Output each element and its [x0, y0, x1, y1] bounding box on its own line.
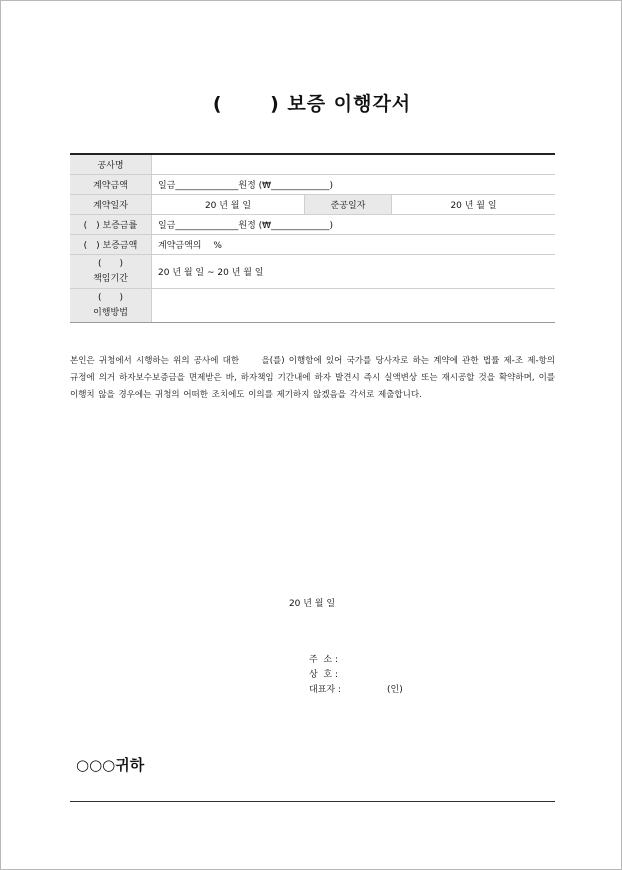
guarantee-rate-value: 일금______________원정 (₩_____________): [152, 215, 556, 235]
table-row: [70, 215, 555, 235]
liability-period-value: 20 년 월 일 ~ 20 년 월 일: [152, 255, 556, 289]
representative-label: 대표자 :: [309, 685, 341, 695]
address-label: 주 소 :: [309, 655, 339, 665]
representative-line: [309, 683, 403, 698]
completion-date-value: 20 년 월 일: [392, 195, 556, 215]
row-label-completion-date: 준공일자: [305, 195, 392, 215]
row-label-contract-amount: 계약금액: [70, 175, 152, 195]
performance-method-paren: ( ): [97, 292, 124, 303]
contract-date-value: 20 년 월 일: [152, 195, 305, 215]
pledge-body-text: 본인은 귀청에서 시행하는 위의 공사에 대한 을(를) 이행함에 있어 국가를 당사자로 하는 계약에 관한 법률 제-조 제-항의 규정에 의거 하자보수보증금을 면제받은 바, 하자책임 기간내에 하자 발견시 즉시 실액변상 또는 재시공할 것을 확약하며, 이를 이행치 않을 경우에는 귀청의 어떠한 조치에도 이의를 제기하지 않겠음을 각서로 제출합니다.: [70, 356, 555, 400]
contract-amount-value: 일금______________원정 (₩_____________): [152, 175, 556, 195]
project-name-value: [152, 154, 556, 175]
row-label-liability-period: [70, 255, 152, 289]
table-row: [70, 235, 555, 255]
footer-divider: [70, 801, 555, 802]
row-label-guarantee-rate: ( ) 보증금률: [70, 215, 152, 235]
signature-block: [309, 653, 403, 698]
table-row: [70, 154, 555, 175]
row-label-guarantee-amount: ( ) 보증금액: [70, 235, 152, 255]
liability-period-label: 책임기간: [93, 273, 128, 284]
row-label-contract-date: 계약일자: [70, 195, 152, 215]
recipient-line: ○○○귀하: [76, 756, 145, 774]
row-label-project-name: 공사명: [70, 154, 152, 175]
guarantee-amount-value: 계약금액의 %: [152, 235, 556, 255]
contract-info-table: [70, 153, 555, 323]
row-label-performance-method: [70, 289, 152, 323]
liability-period-paren: ( ): [97, 258, 124, 269]
document-title: ( ) 보증 이행각서: [212, 93, 412, 115]
table-row: [70, 175, 555, 195]
company-label: 상 호 :: [309, 670, 339, 680]
performance-method-value: [152, 289, 556, 323]
seal-mark: (인): [386, 685, 403, 695]
table-row: [70, 289, 555, 323]
document-date: 20 년 월 일: [288, 599, 336, 609]
table-row: [70, 195, 555, 215]
table-row: [70, 255, 555, 289]
performance-method-label: 이행방법: [93, 307, 128, 318]
